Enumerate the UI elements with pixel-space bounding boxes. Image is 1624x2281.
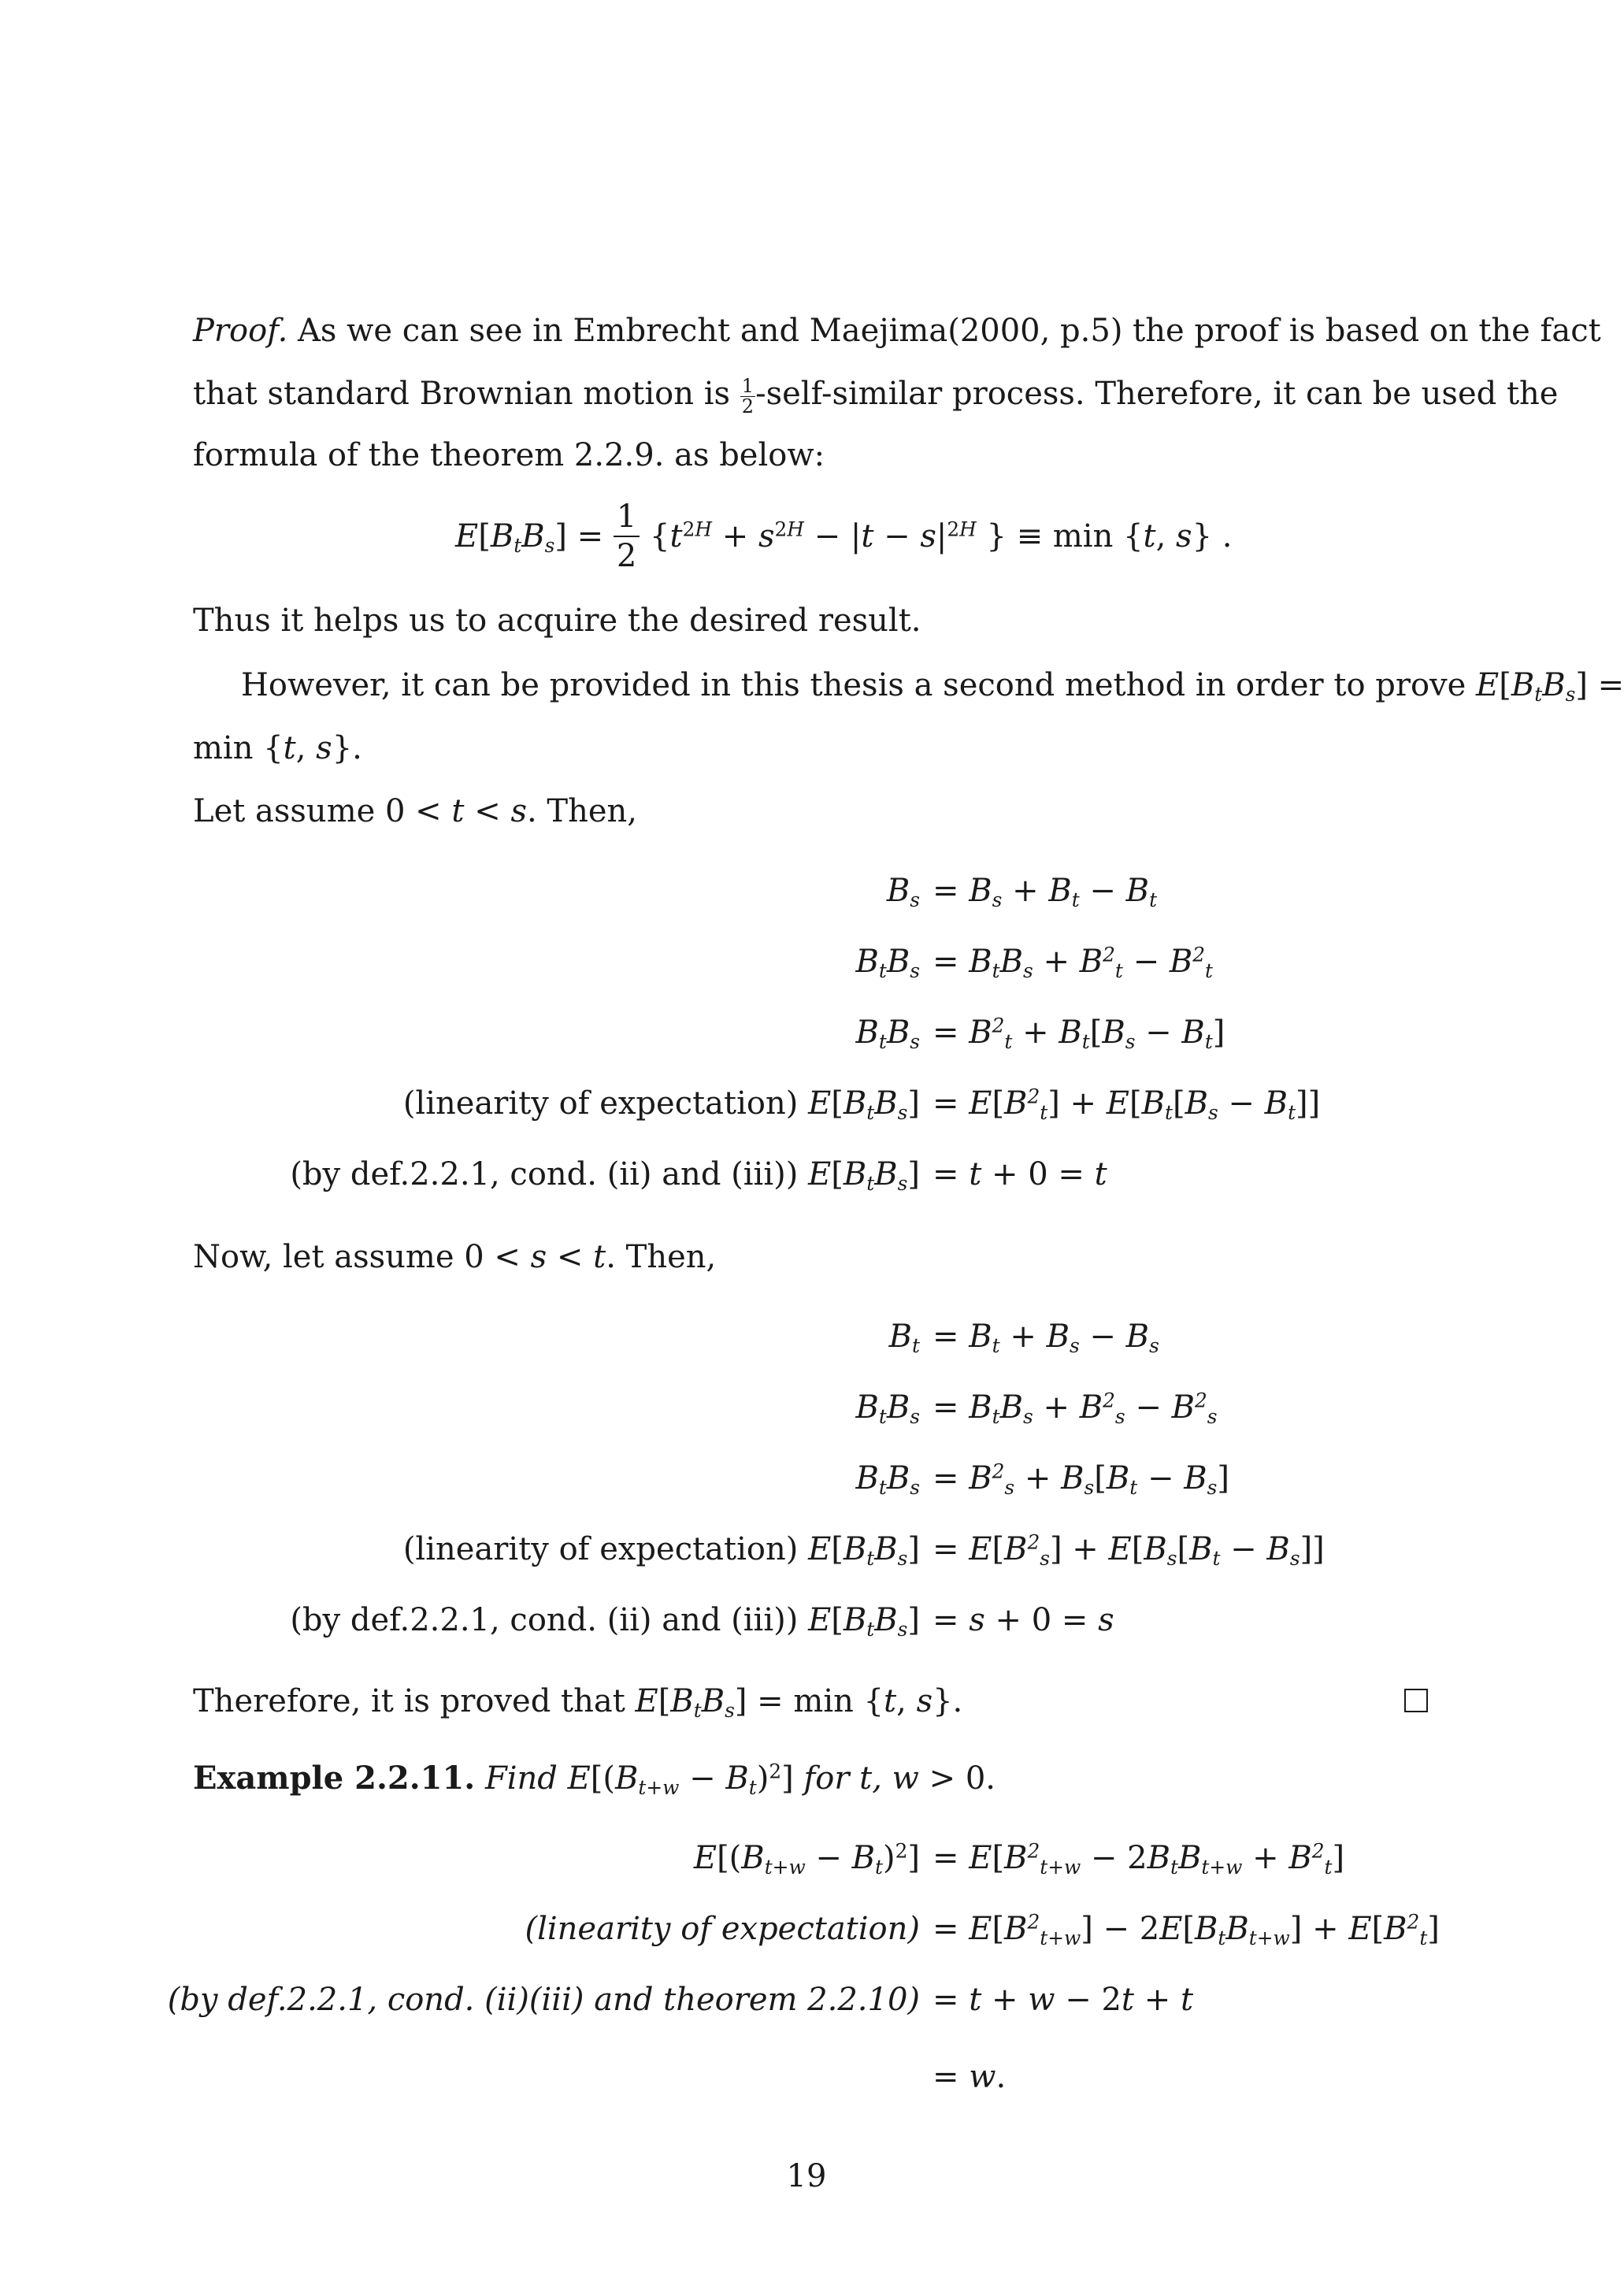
c2-lhs-3: $B_tB_s$ (855, 1460, 920, 1499)
c1-lhs-5: (by def.2.2.1, cond. (ii) and (iii)) $E[B_tB_s]$ (290, 1156, 920, 1195)
c2-rhs-2: = $B_tB_s + B^2_s - B^2_s$ (933, 1389, 1218, 1428)
conclusion-line: Therefore, it is proved that $E[B_tB_s] = \min \{t$, s}. (193, 1683, 963, 1722)
c2-rhs-1: = $B_t + B_s - B_s$ (933, 1319, 1159, 1357)
c1-rhs-1: = $B_s + B_t - B_t$ (933, 873, 1158, 911)
proof-line-2-pre: that standard Brownian motion is (193, 376, 731, 412)
ex-note-2: (by def.2.2.1, cond. (ii)(iii) and theorem 2.2.10) (167, 1982, 920, 2018)
c1-rhs-2: = $B_tB_s + B^2_t - B^2_t$ (933, 943, 1213, 982)
c2-lhs-1: $B_t$ (888, 1319, 920, 1357)
however-end: min {t, s}. (193, 730, 362, 766)
ex-note-1: (linearity of expectation) (525, 1911, 920, 1947)
proof-line-1-text: As we can see in Embrecht and Maejima(2000, p.5) the proof is based on the fact (298, 313, 1601, 349)
case1-intro: Let assume 0 < t < s. Then, (193, 793, 637, 829)
c2-rhs-5: = s + 0 = s (933, 1602, 1114, 1638)
thus-sentence: Thus it helps us to acquire the desired result. (193, 603, 921, 639)
c1-lhs-3: $B_tB_s$ (855, 1014, 920, 1053)
c2-lhs-5: (by def.2.2.1, cond. (ii) and (iii)) $E[B_tB_s]$ (290, 1602, 920, 1641)
example-heading: Example 2.2.11. Find $E[(B_{t+w} - B_t)^2]$ for t, w > 0. (193, 1760, 996, 1799)
c1-lhs-4: (linearity of expectation) $E[B_tB_s]$ (402, 1085, 920, 1124)
ex-rhs-1: = $E[B^2_{t+w} - 2B_tB_{t+w} + B^2_t]$ (933, 1839, 1345, 1879)
c1-lhs-1: $B_s$ (886, 873, 920, 911)
however-line: However, it can be provided in this thesis a second method in order to prove $E[B_tB_s]$ = (241, 667, 1624, 706)
proof-line-2 (193, 375, 1559, 417)
ex-lhs-1: $E[(B_{t+w} - B_t)^2]$ (693, 1839, 920, 1879)
ex-rhs-2: = $E[B^2_{t+w}] - 2E[B_tB_{t+w}] + E[B^2_t]$ (933, 1910, 1440, 1949)
proof-line-2-post: -self-similar process. Therefore, it can be used the (755, 376, 1559, 412)
c1-rhs-3: = $B^2_t + B_t[B_s - B_t]$ (933, 1014, 1225, 1053)
case2-intro: Now, let assume 0 < s < t. Then, (193, 1239, 717, 1275)
proof-line-1 (193, 313, 1601, 349)
ex-rhs-4: = w. (933, 2059, 1007, 2095)
example-statement-pre: Find (484, 1760, 558, 1797)
page-number: 19 (786, 2158, 827, 2194)
example-label: Example 2.2.11. (193, 1760, 476, 1797)
c1-rhs-5: = t + 0 = t (933, 1156, 1107, 1192)
one-half-display-fraction: $\frac{1}{2}$ (614, 501, 640, 572)
c2-rhs-3: = $B^2_s + B_s[B_t - B_s]$ (933, 1459, 1229, 1499)
c2-lhs-2: $B_tB_s$ (855, 1389, 920, 1428)
self-similar-covariance-equation: E [ $B_tB_s$ ] = $\frac{1}{2}$ {$t^{2H} + s^{2H} - |t - s|^{2H}$ } ≡ min {t, s} . (455, 499, 1233, 574)
qed-square-icon (1404, 1689, 1428, 1712)
c2-rhs-4: = $E[B^2_s] + E[B_s[B_t - B_s]]$ (933, 1530, 1325, 1570)
c1-lhs-2: $B_tB_s$ (855, 944, 920, 982)
c2-lhs-4: (linearity of expectation) $E[B_tB_s]$ (402, 1531, 920, 1570)
proof-label: Proof. (193, 313, 288, 349)
c1-rhs-4: = $E[B^2_t] + E[B_t[B_s - B_t]]$ (933, 1085, 1321, 1124)
proof-line-3: formula of the theorem 2.2.9. as below: (193, 437, 825, 473)
one-half-fraction: $\frac{1}{2}$ (741, 375, 755, 417)
ex-rhs-3: = t + w − 2t + t (933, 1982, 1194, 2018)
